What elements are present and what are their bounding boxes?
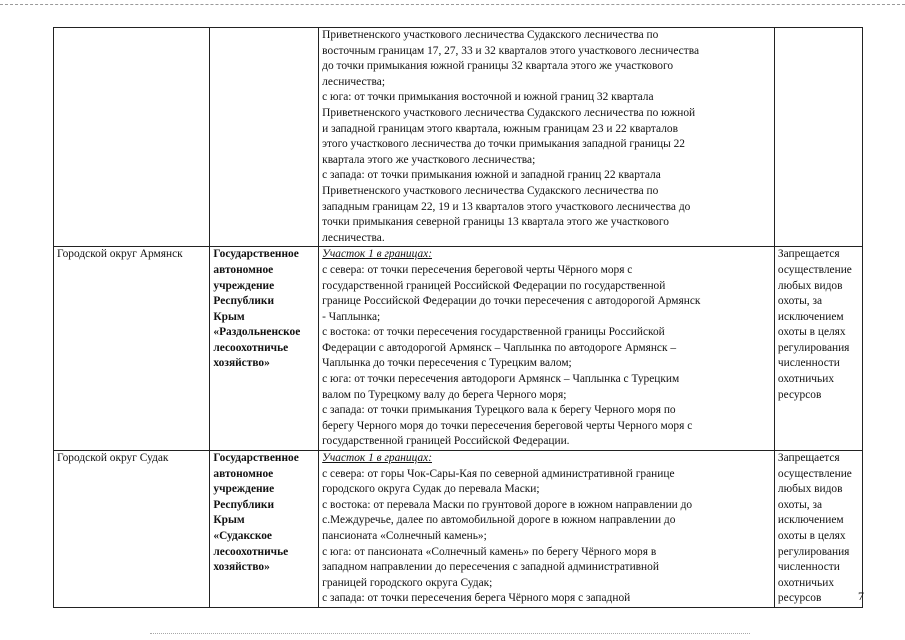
restriction-text <box>778 451 859 607</box>
description-line: границей городского округа Судак; <box>322 576 493 589</box>
table-row-continued <box>54 28 863 247</box>
restriction-line: осуществление <box>777 263 852 276</box>
restriction-line: охотничьих <box>777 576 835 589</box>
description-line: с севера: от точки пересечения береговой черты Чёрного моря с <box>322 263 633 276</box>
territory-cell <box>54 28 210 247</box>
owner-line: автономное <box>213 467 274 480</box>
restriction-line: Запрещается <box>777 452 840 465</box>
description-line: лесничества. <box>322 231 385 244</box>
description-line: Чаплынка до точки пересечения с Турецким валом; <box>322 357 572 370</box>
table-row-sudak <box>54 451 863 608</box>
owner-line: хозяйство» <box>213 561 270 574</box>
description-line: лесничества; <box>322 75 385 88</box>
page-number: 7 <box>858 589 864 603</box>
description-line: до точки примыкания южной границы 32 квартала этого же участкового <box>322 60 674 73</box>
description-line: с юга: от точки примыкания восточной и южной границ 32 квартала <box>322 91 654 104</box>
description-line: квартала этого же участкового лесничества; <box>322 153 536 166</box>
owner-line: Государственное <box>213 452 299 465</box>
restriction-text <box>778 247 859 403</box>
restriction-line: ресурсов <box>777 388 822 401</box>
description-line: с юга: от точки пересечения автодороги Армянск – Чаплынка с Турецким <box>322 373 680 386</box>
owner-cell <box>210 28 319 247</box>
description-line: Приветненского участкового лесничества Судакского лесничества по южной <box>322 106 696 119</box>
owner-line: Крым <box>213 514 245 527</box>
description-line: Приветненского участкового лесничества Судакского лесничества по <box>322 184 659 197</box>
owner-line: лесоохотничье <box>213 545 289 558</box>
restriction-line: охоты в целях <box>777 326 846 339</box>
scan-edge-top <box>0 4 905 5</box>
restriction-line: охоты, за <box>777 498 823 511</box>
owner-line: лесоохотничье <box>213 341 289 354</box>
restriction-line: численности <box>777 357 840 370</box>
description-line: точки примыкания северной границы 13 квартала этого же участкового <box>322 216 669 229</box>
description-line: с запада: от точки примыкания Турецкого вала к берегу Черного моря по <box>322 404 676 417</box>
description-line: и западной границам этого квартала, южным границам 23 и 22 кварталов <box>322 122 678 135</box>
restriction-line: Запрещается <box>777 248 840 261</box>
owner-line: Республики <box>213 498 275 511</box>
restriction-cell <box>774 451 862 608</box>
description-line: с юга: от пансионата «Солнечный камень» по берегу Чёрного моря в <box>322 545 657 558</box>
territory-name: Городской округ Армянск <box>57 248 183 261</box>
restriction-line: осуществление <box>777 467 852 480</box>
restriction-line: численности <box>777 561 840 574</box>
description-line: берегу Черного моря до точки пересечения береговой черты Черного моря с <box>322 419 693 432</box>
description-line: западном направлении до пересечения с западной административной <box>322 561 659 574</box>
owner-cell <box>210 247 319 451</box>
restriction-cell <box>774 28 862 247</box>
restriction-line: ресурсов <box>777 592 822 605</box>
zone-title: Участок 1 в границах: <box>322 452 432 465</box>
restriction-line: регулирования <box>777 341 850 354</box>
owner-name <box>213 247 315 372</box>
scan-edge-bottom <box>150 633 750 634</box>
owner-line: «Судакское <box>213 530 272 542</box>
boundary-description-cell <box>319 28 775 247</box>
restriction-line: охотничьих <box>777 373 835 386</box>
boundary-description <box>322 263 771 450</box>
owner-line: хозяйство» <box>213 357 270 370</box>
description-line: пансионата «Солнечный камень»; <box>322 530 487 542</box>
territory-cell <box>54 451 210 608</box>
description-line: Федерации с автодорогой Армянск – Чаплынка по автодороге Армянск – <box>322 341 677 354</box>
owner-line: Республики <box>213 295 275 308</box>
description-line: этого участкового лесничества до точки примыкания западной границы 22 <box>322 138 685 151</box>
owner-line: «Раздольненское <box>213 326 301 339</box>
boundary-description <box>322 28 771 246</box>
description-line: с востока: от точки пересечения государственной границы Российской <box>322 326 665 339</box>
description-line: восточным границам 17, 27, 33 и 32 кварталов этого участкового лесничества <box>322 44 699 57</box>
owner-name <box>213 451 315 576</box>
owner-line: автономное <box>213 263 274 276</box>
boundary-description-cell <box>319 247 775 451</box>
description-line: городского округа Судак до перевала Маски; <box>322 483 540 496</box>
owner-cell <box>210 451 319 608</box>
restriction-line: любых видов <box>777 279 843 292</box>
restriction-line: регулирования <box>777 545 850 558</box>
owner-line: учреждение <box>213 279 275 292</box>
territory-name: Городской округ Судак <box>57 452 169 465</box>
hunting-zones-table <box>53 27 863 608</box>
boundary-description <box>322 467 771 607</box>
description-line: государственной границей Российской Федерации по государственной <box>322 279 666 292</box>
description-line: с востока: от перевала Маски по грунтовой дороге в южном направлении до <box>322 498 693 511</box>
description-line: - Чаплынка; <box>322 310 381 323</box>
boundary-description-cell <box>319 451 775 608</box>
description-line: с севера: от горы Чок-Сары-Кая по северной административной границе <box>322 467 675 480</box>
restriction-cell <box>774 247 862 451</box>
owner-line: Государственное <box>213 248 299 261</box>
restriction-line: охоты, за <box>777 295 823 308</box>
description-line: с.Междуречье, далее по автомобильной дороге в южном направлении до <box>322 514 676 527</box>
description-line: границе Российской Федерации до точки пересечения с автодорогой Армянск <box>322 295 701 308</box>
description-line: западным границам 22, 19 и 13 кварталов этого участкового лесничества до <box>322 200 691 213</box>
restriction-line: исключением <box>777 514 844 527</box>
description-line: Приветненского участкового лесничества Судакского лесничества по <box>322 29 659 41</box>
description-line: валом по Турецкому валу до берега Черного моря; <box>322 388 567 401</box>
zone-title: Участок 1 в границах: <box>322 248 432 261</box>
table-row-armyansk <box>54 247 863 451</box>
restriction-line: исключением <box>777 310 844 323</box>
description-line: с запада: от точки примыкания южной и западной границ 22 квартала <box>322 169 661 182</box>
restriction-line: любых видов <box>777 483 843 496</box>
owner-line: Крым <box>213 310 245 323</box>
territory-cell <box>54 247 210 451</box>
description-line: государственной границей Российской Федерации. <box>322 435 570 448</box>
restriction-line: охоты в целях <box>777 530 846 542</box>
owner-line: учреждение <box>213 483 275 496</box>
description-line: с запада: от точки пересечения берега Чёрного моря с западной <box>322 592 631 605</box>
